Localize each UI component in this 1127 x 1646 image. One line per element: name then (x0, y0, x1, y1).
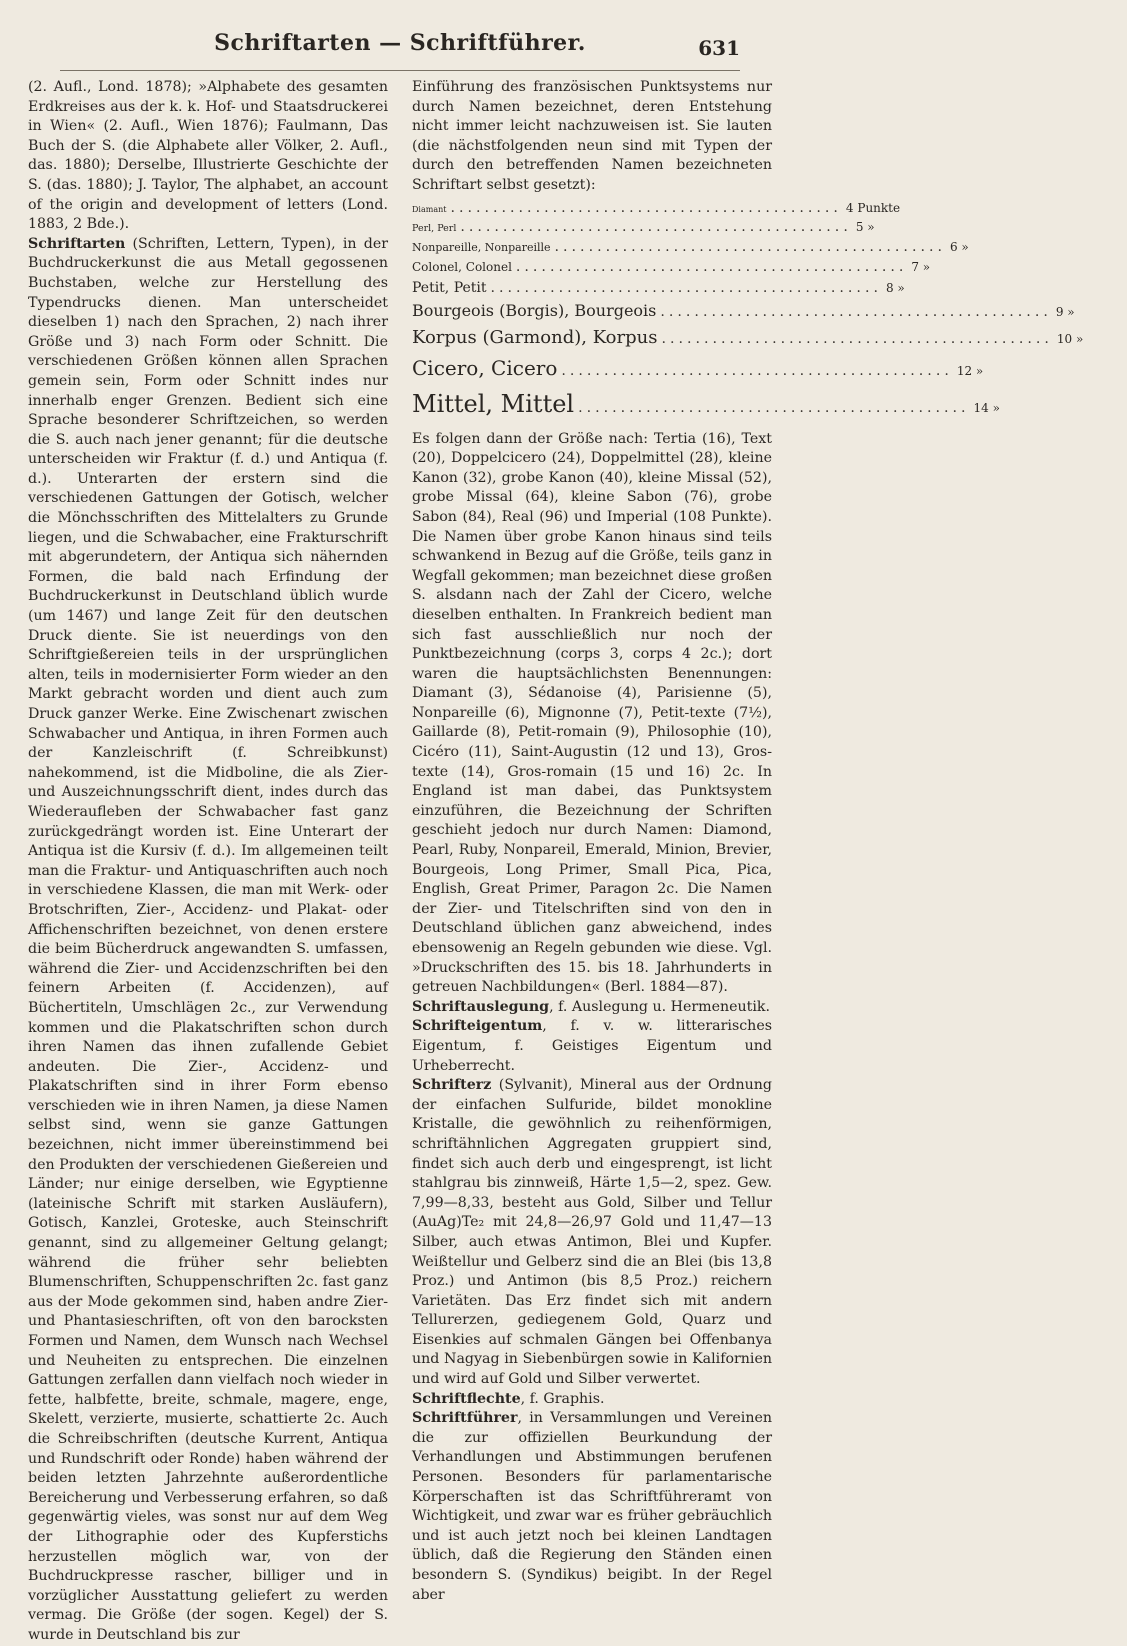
text-columns (28, 78, 1084, 1643)
type-size-points: 6 » (949, 239, 969, 254)
type-size-points: 7 » (911, 259, 931, 274)
type-size-row: Bourgeois (Borgis), Bourgeois .............................................. 9 » (412, 299, 772, 324)
entry-body: , f. Graphis. (520, 1390, 605, 1407)
type-size-row: Diamant .............................................. 4 Punkte (412, 200, 772, 218)
type-size-points: 8 » (885, 280, 905, 295)
entry-schriftflechte (412, 1390, 772, 1410)
type-size-row: Perl, Perl .............................................. 5 » (412, 218, 772, 238)
entry-schriftfuehrer (412, 1409, 772, 1605)
page-header (60, 30, 740, 71)
type-size-name: Mittel, Mittel (412, 389, 575, 418)
right-column (412, 78, 1084, 1603)
type-size-row: Mittel, Mittel .............................................. 14 » (412, 386, 772, 426)
entry-schrifterz (412, 1076, 772, 1390)
entry-headword: Schriftarten (28, 235, 126, 252)
entry-body: , f. Auslegung u. Hermeneutik. (549, 998, 771, 1015)
type-size-paragraph: Es folgen dann der Größe nach: Tertia (16), Text (20), Doppelcicero (24), Doppelmittel (28), kleine Kanon (32), grobe Kanon (40), kleine Missal (52), grobe Missal (64), kleine Sabon (76), grobe Sabon (84), Real (96) und Imperial (108 Punkte). Die Namen über grobe Kanon hinaus sind teils schwankend in Bezug auf die Größe, teils ganz in Wegfall gekommen; man bezeichnet diese großen S. alsdann nach der Zahl der Cicero, welche dieselben enthalten. In Frankreich bedient man sich fast ausschließlich nur noch der Punktbezeichnung (corps 3, corps 4 2c.); dort waren die hauptsächlichsten Benennungen: Diamant (3), Sédanoise (4), Parisienne (5), Nonpareille (6), Mignonne (7), Petit-texte (7½), Gaillarde (8), Petit-romain (9), Philosophie (10), Cicéro (11), Saint-Augustin (12 und 13), Gros-texte (14), Gros-romain (15 und 16) 2c. In England ist man dabei, das Punktsystem einzuführen, die Bezeichnung der Schriften geschieht jedoch nur durch Namen: Diamond, Pearl, Ruby, Nonpareil, Emerald, Minion, Brevier, Bourgeois, Long Primer, Small Pica, Pica, English, Great Primer, Paragon 2c. Die Namen der Zier- und Titelschriften sind von den in Deutschland üblichen ganz abweichend, indes ebensowenig an Regeln gebunden wie diese. Vgl. »Druckschriften des 15. bis 18. Jahrhunderts in getreuen Nachbildungen« (Berl. 1884—87). (412, 430, 772, 996)
type-size-name: Cicero, Cicero (412, 355, 558, 380)
entry-body: (Schriften, Lettern, Typen), in der Buchdruckerkunst die aus Metall gegossenen Buchstaben, welche zur Herstellung des Typendrucks dienen. Man unterscheidet dieselben 1) nach den Sprachen, 2) nach ihrer Größe und 3) nach Form oder Schnitt. Die verschiedenen Größen können allen Sprachen gemein sein, Form oder Schnitt indes nur innerhalb enger Grenzen. Bedient sich eine Sprache besonderer Schriftzeichen, so werden die S. auch nach jener genannt; für die deutsche unterscheiden wir Fraktur (f. d.) und Antiqua (f. d.). Unterarten der erstern sind die verschiedenen Gattungen der Gotisch, welcher die Mönchsschriften des Mittelalters zu Grunde liegen, und die Schwabacher, eine Frakturschrift mit abgerundetern, der Antiqua sich nähernden Formen, die bald nach Erfindung der Buchdruckerkunst in Deutschland üblich wurde (um 1467) und lange Zeit für den deutschen Druck diente. Sie ist neuerdings von den Schriftgießereien teils in der ursprünglichen alten, teils in modernisierter Form wieder an den Markt gebracht worden und dient auch zum Druck ganzer Werke. Eine Zwischenart zwischen Schwabacher und Antiqua, in ihren Formen auch der Kanzleischrift (f. Schreibkunst) nahekommend, ist die Midboline, die als Zier- und Auszeichnungsschrift dient, indes durch das Wiederaufleben der Schwabacher fast ganz zurückgedrängt worden ist. Eine Unterart der Antiqua ist die Kursiv (f. d.). Im allgemeinen teilt man die Fraktur- und Antiquaschriften auch noch in verschiedene Klassen, die man mit Werk- oder Brotschriften, Zier-, Accidenz- und Plakat- oder Affichenschriften bezeichnet, von denen erstere die beim Bücherdruck angewandten S. umfassen, während die Zier- und Accidenzschriften bei den feinern Arbeiten (f. Accidenzen), auf Büchertiteln, Umschlägen 2c., zur Verwendung kommen und die Plakatschriften schon durch ihren Namen das ihnen zufallende Gebiet andeuten. Die Zier-, Accidenz- und Plakatschriften sind in ihrer Form ebenso verschieden wie in ihren Namen, ja diese Namen selbst sind, wenn sie ganze Gattungen bezeichnen, nicht immer übereinstimmend bei den Produkten der verschiedenen Gießereien und Länder; nur einige derselben, wie Egyptienne (lateinische Schrift mit starken Ausläufern), Gotisch, Kanzlei, Groteske, auch Steinschrift genannt, sind zu allgemeiner Geltung gelangt; während die früher sehr beliebten Blumenschriften, Schuppenschriften 2c. fast ganz aus der Mode gekommen sind, haben andre Zier- und Phantasieschriften, oft von den barocksten Formen und Namen, dem Wunsch nach Wechsel und Neuheiten zu entsprechen. Die einzelnen Gattungen zerfallen dann vielfach noch wieder in fette, halbfette, breite, schmale, magere, enge, Skelett, verzierte, musierte, schattierte 2c. Auch die Schreibschriften (deutsche Kurrent, Antiqua und Rundschrift oder Ronde) haben während der beiden letzten Jahrzehnte außerordentliche Bereicherung und Verbesserung erfahren, so daß gegenwärtig vieles, was sonst nur auf dem Weg der Lithographie oder des Kupferstichs herzustellen möglich war, von der Buchdruckpresse rascher, billiger und in vorzüglicher Ausstattung geliefert zu werden vermag. Die Größe (der sogen. Kegel) der S. wurde in Deutschland bis zur (28, 235, 388, 1643)
type-size-name: Diamant (412, 204, 447, 214)
entry-body: (Sylvanit), Mineral aus der Ordnung der einfachen Sulfuride, bildet monokline Kristalle, die gewöhnlich zu reihenförmigen, schriftähnlichen Aggregaten gruppiert sind, findet sich auch derb und eingesprengt, ist licht stahlgrau bis zinnweiß, Härte 1,5—2, spez. Gew. 7,99—8,33, besteht aus Gold, Silber und Tellur (AuAg)Te₂ mit 24,8—26,97 Gold und 11,47—13 Silber, auch etwas Antimon, Blei und Kupfer. Weißtellur und Gelberz sind die an Blei (bis 13,8 Proz.) und Antimon (bis 8,5 Proz.) reichern Varietäten. Das Erz findet sich mit andern Tellurerzen, gediegenem Gold, Quarz und Eisenkies auf schmalen Gängen bei Offenbanya und Nagyag in Siebenbürgen sowie in Kalifornien und wird auf Gold und Silber verwertet. (412, 1077, 772, 1388)
continuation-paragraph: Einführung des französischen Punktsystems nur durch Namen bezeichnet, deren Entstehung nicht immer leicht nachzuweisen ist. Sie lauten (die nächstfolgenden neun sind mit Typen der durch den betreffenden Namen bezeichneten Schriftart selbst gesetzt): (412, 79, 772, 193)
entry-schriftauslegung (412, 998, 772, 1018)
type-size-points: 4 Punkte (845, 200, 901, 215)
type-size-name: Petit, Petit (412, 279, 487, 296)
type-size-row: Korpus (Garmond), Korpus .............................................. 10 » (412, 324, 772, 353)
type-size-points: 14 » (973, 400, 1000, 415)
type-size-points: 12 » (956, 363, 984, 378)
entry-schrifteigentum (412, 1017, 772, 1076)
type-size-list (412, 199, 1084, 426)
type-size-row: Colonel, Colonel .............................................. 7 » (412, 257, 772, 277)
type-size-name: Bourgeois (Borgis), Bourgeois (412, 300, 657, 320)
entry-headword: Schrifterz (412, 1077, 492, 1094)
type-size-points: 9 » (1055, 304, 1075, 319)
running-title: Schriftarten — Schriftführer. (214, 30, 586, 56)
type-size-row: Petit, Petit .............................................. 8 » (412, 277, 772, 299)
type-size-points: 5 » (855, 219, 875, 234)
type-size-name: Korpus (Garmond), Korpus (412, 326, 658, 348)
type-size-name: Perl, Perl (412, 222, 457, 234)
entry-headword: Schriftauslegung (412, 998, 550, 1015)
page-number: 631 (698, 36, 740, 60)
entry-schriftarten (28, 235, 388, 1646)
type-size-row: Nonpareille, Nonpareille .............................................. 6 » (412, 238, 772, 257)
left-column (28, 78, 388, 1643)
type-size-row: Cicero, Cicero .............................................. 12 » (412, 353, 772, 386)
bibliography-paragraph: (2. Aufl., Lond. 1878); »Alphabete des gesamten Erdkreises aus der k. k. Hof- und Staatsdruckerei in Wien« (2. Aufl., Wien 1876); Faulmann, Das Buch der S. (die Alphabete aller Völker, 2. Aufl., das. 1880); Derselbe, Illustrierte Geschichte der S. (das. 1880); J. Taylor, The alphabet, an account of the origin and development of letters (Lond. 1883, 2 Bde.). (28, 79, 388, 233)
type-size-name: Nonpareille, Nonpareille (412, 240, 551, 254)
entry-headword: Schrifteigentum (412, 1018, 543, 1035)
type-size-points: 10 » (1056, 331, 1084, 346)
type-size-name: Colonel, Colonel (412, 259, 512, 274)
entry-body: , f. v. w. litterarisches Eigentum, f. Geistiges Eigentum und Urheberrecht. (412, 1018, 772, 1074)
entry-body: , in Versammlungen und Vereinen die zur offiziellen Beurkundung der Verhandlungen und Abstimmungen berufenen Personen. Besonders für parlamentarische Körperschaften ist das Schriftführeramt von Wichtigkeit, und zwar war es früher gebräuchlich und ist auch jetzt noch bei kleinen Landtagen üblich, daß die Regierung den Ständen einen besondern S. (Syndikus) beigibt. In der Regel aber (412, 1410, 772, 1603)
entry-headword: Schriftführer (412, 1410, 518, 1427)
entry-headword: Schriftflechte (412, 1390, 521, 1407)
